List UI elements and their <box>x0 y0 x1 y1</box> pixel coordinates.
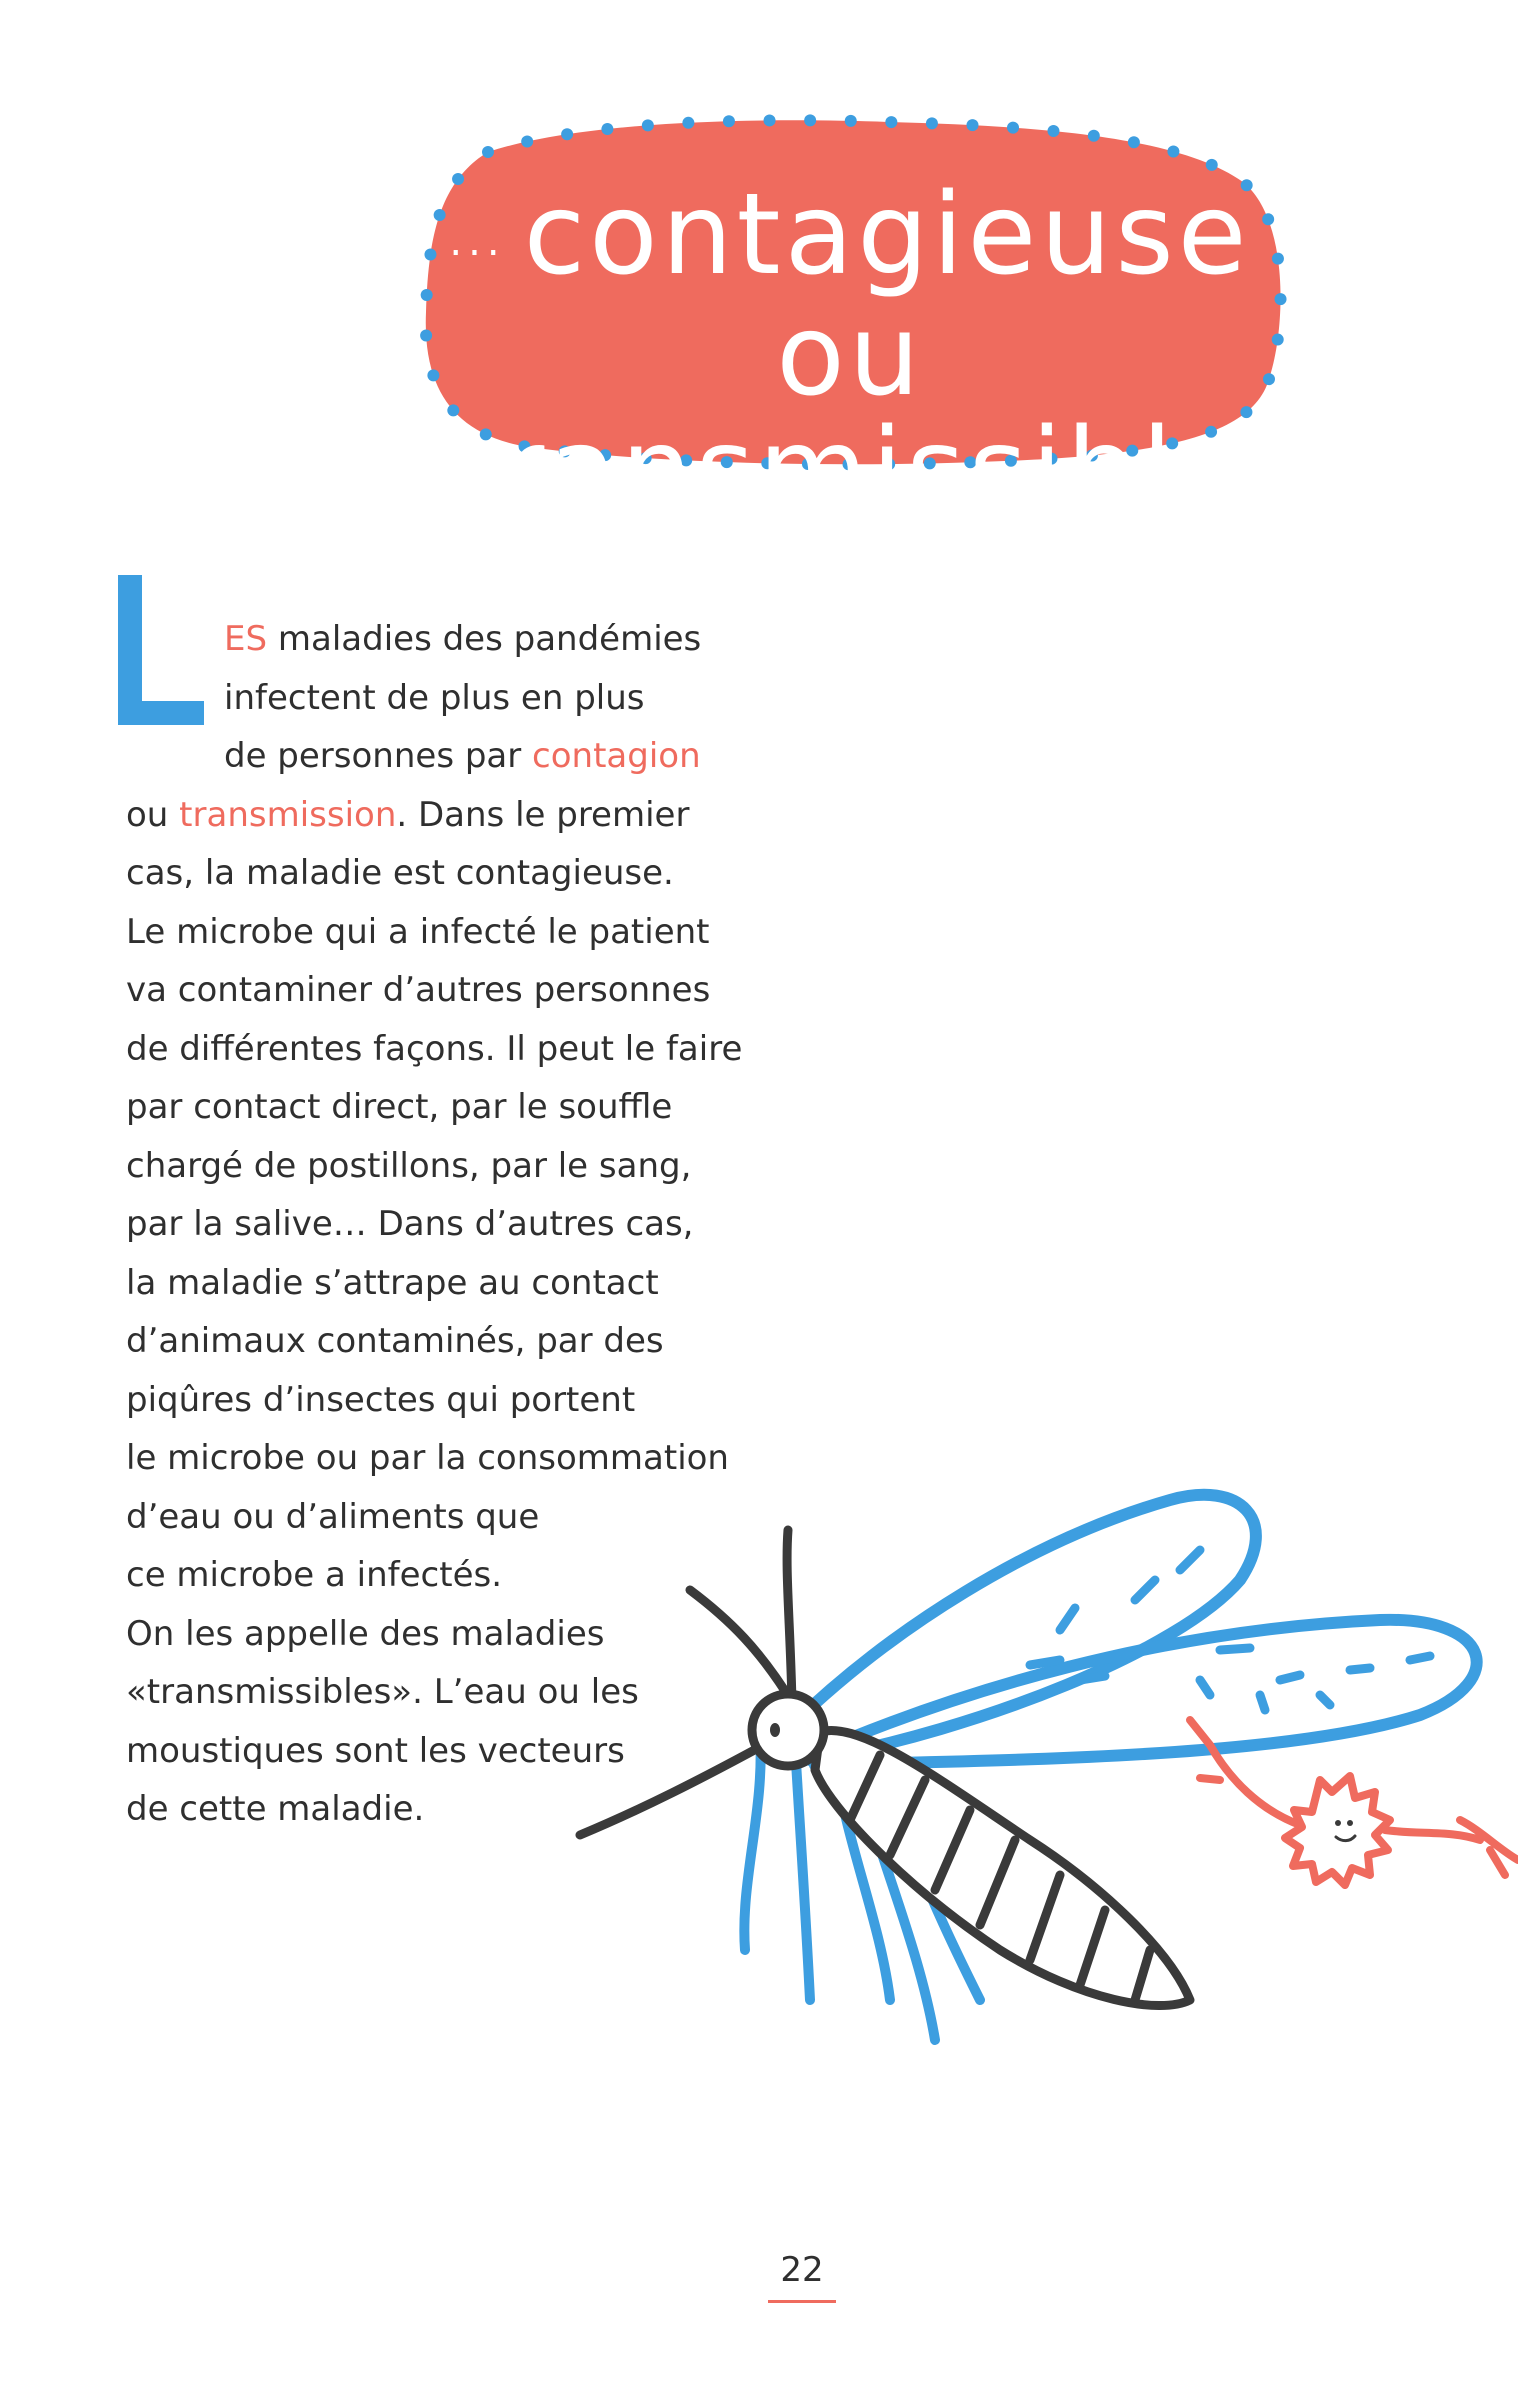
body-text-run: de personnes par <box>224 736 533 776</box>
body-text-run: . Dans le premier <box>396 794 690 835</box>
body-line <box>126 1312 746 1371</box>
title-line-1 <box>430 170 1270 300</box>
badge-dot <box>482 146 494 158</box>
body-text-run: la maladie s’attrape au contact <box>126 1262 659 1303</box>
body-line <box>126 1195 746 1254</box>
mosquito-icon <box>580 1495 1477 2040</box>
badge-dot <box>966 119 978 131</box>
body-line <box>126 1371 746 1430</box>
page-number: 22 <box>780 2250 824 2290</box>
title-ellipsis: ... <box>449 219 506 266</box>
title-word-contagieuse: contagieuse <box>523 170 1251 300</box>
body-text-run: le microbe ou par la consommation <box>126 1438 729 1478</box>
body-line <box>126 786 746 845</box>
title-line-2: ou transmissible <box>450 291 1250 536</box>
badge-dot <box>682 117 694 129</box>
body-text-run: On les appelle des maladies <box>126 1613 605 1654</box>
badge-dot <box>642 119 654 131</box>
badge-dot <box>1047 125 1059 137</box>
body-line <box>126 727 746 786</box>
body-line <box>126 961 746 1020</box>
body-text-run: d’eau ou d’aliments que <box>126 1496 540 1537</box>
badge-dot <box>885 116 897 128</box>
body-text-run: «transmissibles». L’eau ou les <box>126 1672 639 1712</box>
body-text-run: d’animaux contaminés, par des <box>126 1321 664 1361</box>
body-text-run: piqûres d’insectes qui portent <box>126 1379 636 1420</box>
body-line <box>126 1254 746 1313</box>
page-title <box>430 170 1270 536</box>
body-text-run: par contact direct, par le souffle <box>126 1087 673 1127</box>
body-line <box>126 844 746 903</box>
badge-dot <box>521 135 533 147</box>
badge-dot <box>723 115 735 127</box>
body-line <box>126 1020 746 1079</box>
mosquito-head <box>752 1694 824 1766</box>
body-text-run: de différentes façons. Il peut le faire <box>126 1028 743 1069</box>
body-line <box>126 1137 746 1196</box>
microbe-tail-left <box>1190 1720 1300 1825</box>
badge-dot <box>1007 122 1019 134</box>
badge-dot <box>601 123 613 135</box>
body-text-run: de cette maladie. <box>126 1789 425 1829</box>
body-text-run: maladies des pandémies <box>267 619 702 659</box>
body-highlight-text: transmission <box>179 794 397 835</box>
badge-dot <box>1128 136 1140 148</box>
page-number-underline <box>768 2300 836 2303</box>
badge-dot <box>845 115 857 127</box>
badge-dot <box>561 128 573 140</box>
body-line <box>126 1078 746 1137</box>
badge-dot <box>926 117 938 129</box>
body-text-run: chargé de postillons, par le sang, <box>126 1145 692 1186</box>
body-text-run: moustiques sont les vecteurs <box>126 1730 625 1771</box>
mosquito-illustration <box>560 1480 1518 2280</box>
body-highlight-text: contagion <box>532 736 701 776</box>
badge-dot <box>1167 146 1179 158</box>
body-line <box>126 669 746 728</box>
body-text-run: Le microbe qui a infecté le patient <box>126 911 710 952</box>
badge-dot <box>1275 293 1287 305</box>
body-text-run: infectent de plus en plus <box>224 677 645 718</box>
mosquito-eye <box>770 1723 780 1737</box>
badge-dot <box>764 114 776 126</box>
body-line <box>126 610 746 669</box>
body-line <box>126 1429 746 1488</box>
microbe-body <box>1285 1776 1390 1885</box>
body-text-run: ou <box>126 794 180 835</box>
body-text-run: ce microbe a infectés. <box>126 1555 503 1595</box>
badge-dot <box>1272 334 1284 346</box>
body-line <box>126 903 746 962</box>
badge-dot <box>1272 253 1284 265</box>
body-text-run: par la salive… Dans d’autres cas, <box>126 1204 694 1244</box>
microbe-tail-right <box>1385 1820 1518 1875</box>
badge-dot <box>804 114 816 126</box>
badge-dot <box>1088 130 1100 142</box>
body-text-run: va contaminer d’autres personnes <box>126 970 711 1010</box>
body-text-run: cas, la maladie est contagieuse. <box>126 853 674 893</box>
body-highlight-text: ES <box>224 619 268 659</box>
